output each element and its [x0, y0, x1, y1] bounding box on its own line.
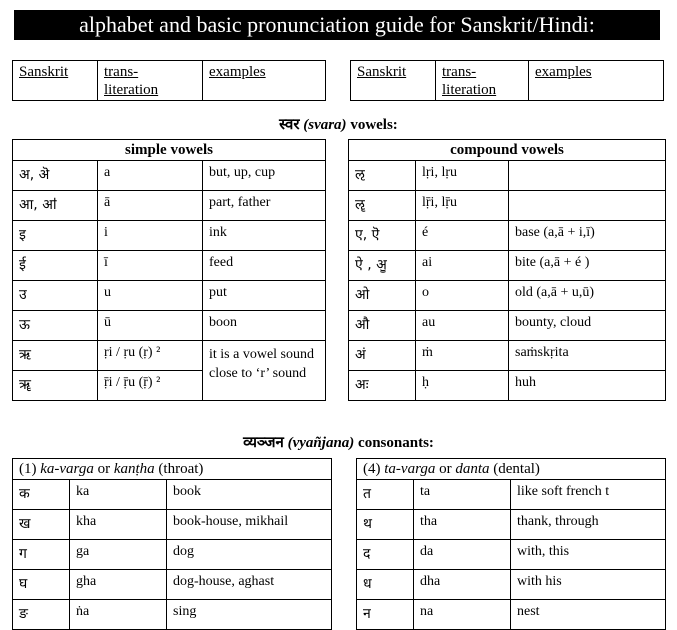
sanskrit-cell: ई	[13, 251, 98, 281]
example-cell: book	[167, 480, 332, 510]
example-cell: like soft french t	[511, 480, 666, 510]
sanskrit-cell: न	[357, 600, 414, 630]
transliteration-cell: ta	[414, 480, 511, 510]
sanskrit-cell: अ, ऄ	[13, 161, 98, 191]
header-examples: examples	[203, 61, 326, 101]
table-row	[13, 570, 332, 600]
group-or: or	[439, 461, 452, 477]
example-cell: old (a,ā + u,ū)	[509, 281, 666, 311]
group-or: or	[97, 461, 111, 477]
sanskrit-cell: क	[13, 480, 70, 510]
example-cell: but, up, cup	[203, 161, 326, 191]
example-cell: it is a vowel sound close to ‘r’ sound	[203, 341, 326, 401]
transliteration-cell: ai	[416, 251, 509, 281]
sanskrit-cell: घ	[13, 570, 70, 600]
transliteration-cell: ṛi / ṛu (ṛ) ²	[98, 341, 203, 371]
transliteration-cell: ī	[98, 251, 203, 281]
header-examples: examples	[529, 61, 664, 101]
section-devanagari: स्वर	[279, 115, 300, 133]
example-cell: with, this	[511, 540, 666, 570]
table-row	[357, 570, 666, 600]
ka-varga-title	[13, 459, 332, 480]
table-row	[13, 341, 326, 371]
transliteration-cell: u	[98, 281, 203, 311]
table-row	[349, 371, 666, 401]
group-alt-name: danta	[455, 461, 490, 477]
sanskrit-cell: ख	[13, 510, 70, 540]
simple-vowels-table	[12, 139, 326, 401]
sanskrit-cell: ऐ , ॷ	[349, 251, 416, 281]
example-cell: book-house, mikhail	[167, 510, 332, 540]
transliteration-cell: gha	[70, 570, 167, 600]
transliteration-cell: au	[416, 311, 509, 341]
transliteration-cell: tha	[414, 510, 511, 540]
ta-varga-table	[356, 458, 666, 630]
example-cell: with his	[511, 570, 666, 600]
sanskrit-cell: ऋ	[13, 341, 98, 371]
header-transliteration: trans- literation	[98, 61, 203, 101]
sanskrit-cell: उ	[13, 281, 98, 311]
transliteration-cell: kha	[70, 510, 167, 540]
table-row	[13, 281, 326, 311]
sanskrit-cell: ऊ	[13, 311, 98, 341]
table-row	[13, 600, 332, 630]
example-cell: bite (a,ā + é )	[509, 251, 666, 281]
example-cell: bounty, cloud	[509, 311, 666, 341]
sanskrit-cell: इ	[13, 221, 98, 251]
transliteration-cell: i	[98, 221, 203, 251]
example-cell: ink	[203, 221, 326, 251]
table-row	[349, 191, 666, 221]
section-label: consonants:	[358, 435, 434, 451]
sanskrit-cell: ओ	[349, 281, 416, 311]
sanskrit-cell: त	[357, 480, 414, 510]
table-row	[349, 251, 666, 281]
example-cell: huh	[509, 371, 666, 401]
group-alt-name: kanṭha	[113, 461, 155, 477]
ka-varga-table	[12, 458, 332, 630]
table-row	[349, 311, 666, 341]
sanskrit-cell: द	[357, 540, 414, 570]
header-table-left	[12, 60, 326, 101]
table-row	[349, 281, 666, 311]
header-transliteration: trans- literation	[436, 61, 529, 101]
example-cell: base (a,ā + i,ī)	[509, 221, 666, 251]
sanskrit-cell: आ, ॴ	[13, 191, 98, 221]
consonants-section-title	[0, 432, 677, 452]
example-cell	[509, 191, 666, 221]
sanskrit-cell: ङ	[13, 600, 70, 630]
table-row	[357, 480, 666, 510]
group-number: (1)	[19, 461, 37, 477]
header-sanskrit: Sanskrit	[351, 61, 436, 101]
table-row	[13, 221, 326, 251]
table-row	[357, 600, 666, 630]
sanskrit-cell: ॡ	[349, 191, 416, 221]
simple-vowels-title: simple vowels	[13, 140, 326, 161]
compound-vowels-title: compound vowels	[349, 140, 666, 161]
example-cell: saṁskṛita	[509, 341, 666, 371]
group-description: (throat)	[158, 461, 204, 477]
example-cell: put	[203, 281, 326, 311]
section-transliteration: (vyañjana)	[287, 435, 355, 451]
transliteration-cell: lṛi, lṛu	[416, 161, 509, 191]
group-name: ka-varga	[40, 461, 94, 477]
table-row	[13, 311, 326, 341]
table-row	[13, 191, 326, 221]
section-label: vowels:	[350, 117, 398, 133]
sanskrit-cell: ध	[357, 570, 414, 600]
group-description: (dental)	[493, 461, 540, 477]
example-cell: nest	[511, 600, 666, 630]
compound-vowels-table	[348, 139, 666, 401]
group-name: ta-varga	[384, 461, 436, 477]
transliteration-cell: ū	[98, 311, 203, 341]
transliteration-cell: ga	[70, 540, 167, 570]
transliteration-cell: na	[414, 600, 511, 630]
table-row	[357, 540, 666, 570]
sanskrit-cell: अं	[349, 341, 416, 371]
sanskrit-cell: औ	[349, 311, 416, 341]
example-cell: boon	[203, 311, 326, 341]
example-cell: part, father	[203, 191, 326, 221]
sanskrit-cell: थ	[357, 510, 414, 540]
table-row	[13, 251, 326, 281]
transliteration-cell: lṝi, lṝu	[416, 191, 509, 221]
example-cell: dog	[167, 540, 332, 570]
transliteration-cell: ṝi / ṝu (ṝ) ²	[98, 371, 203, 401]
table-row	[357, 510, 666, 540]
table-row	[349, 221, 666, 251]
transliteration-cell: da	[414, 540, 511, 570]
example-cell: thank, through	[511, 510, 666, 540]
transliteration-cell: dha	[414, 570, 511, 600]
group-number: (4)	[363, 461, 381, 477]
sanskrit-cell: अः	[349, 371, 416, 401]
transliteration-cell: a	[98, 161, 203, 191]
transliteration-cell: ḥ	[416, 371, 509, 401]
header-sanskrit: Sanskrit	[13, 61, 98, 101]
sanskrit-cell: ऌ	[349, 161, 416, 191]
table-row	[13, 480, 332, 510]
example-cell: sing	[167, 600, 332, 630]
sanskrit-cell: ए, ऎ	[349, 221, 416, 251]
section-devanagari: व्यञ्जन	[243, 433, 284, 451]
vowels-section-title	[0, 114, 677, 134]
transliteration-cell: o	[416, 281, 509, 311]
transliteration-cell: ṁ	[416, 341, 509, 371]
table-row	[13, 161, 326, 191]
sanskrit-cell: ग	[13, 540, 70, 570]
transliteration-cell: ka	[70, 480, 167, 510]
sanskrit-cell: ॠ	[13, 371, 98, 401]
transliteration-cell: ṅa	[70, 600, 167, 630]
transliteration-cell: é	[416, 221, 509, 251]
table-row	[349, 341, 666, 371]
page-title: alphabet and basic pronunciation guide for Sanskrit/Hindi:	[14, 10, 660, 40]
example-cell: dog-house, aghast	[167, 570, 332, 600]
table-row	[349, 161, 666, 191]
section-transliteration: (svara)	[303, 117, 347, 133]
table-row	[13, 510, 332, 540]
transliteration-cell: ā	[98, 191, 203, 221]
ta-varga-title	[357, 459, 666, 480]
example-cell: feed	[203, 251, 326, 281]
header-table-right	[350, 60, 664, 101]
example-cell	[509, 161, 666, 191]
table-row	[13, 540, 332, 570]
